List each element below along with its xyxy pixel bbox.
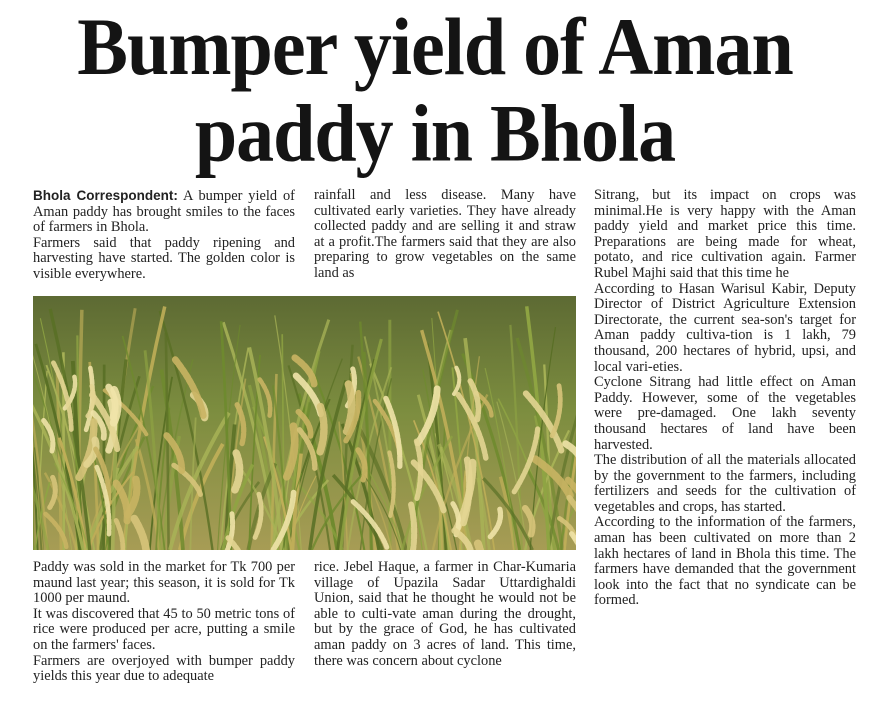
- paragraph: According to Hasan Warisul Kabir, Deputy Director of District Agriculture Extension Directorate, the current sea-son's target for Aman paddy cultiva-tion is 1 lakh, 79 thousand, 200 hectares of hybrid, upsi, and local vari-eties.: [594, 280, 856, 375]
- paragraph: Farmers are overjoyed with bumper paddy yields this year due to adequate: [33, 652, 295, 685]
- paragraph: The distribution of all the materials allocated by the government to the farmers, including fertilizers and seeds for the cultivation of vegetables and crops, has started.: [594, 452, 856, 515]
- paragraph: [33, 188, 295, 236]
- paragraph: It was discovered that 45 to 50 metric tons of rice were produced per acre, putting a smile on the farmers' faces.: [33, 605, 295, 653]
- paddy-field-image: [33, 296, 576, 550]
- paragraph: rainfall and less disease. Many have cultivated early varieties. They have already collected paddy and are selling it and straw at a profit.The farmers said that they are also preparing to grow vegetables on the same land as: [314, 187, 576, 281]
- column-2-top: [314, 188, 576, 282]
- byline: Bhola Correspondent:: [33, 188, 178, 203]
- paragraph-text: A bumper yield of Aman paddy has brought smiles to the faces of farmers in Bhola.: [33, 188, 295, 236]
- paddy-field-photo: [33, 296, 576, 550]
- paragraph: rice. Jebel Haque, a farmer in Char-Kumaria village of Upazila Sadar Uttardighaldi Union, said that he thought he would not be able to culti-vate aman during the drought, but by the grace of God, he has cultivated aman paddy on 3 acres of land. This time, there was concern about cyclone: [314, 559, 576, 669]
- headline-line-2: paddy in Bhola: [194, 88, 676, 179]
- column-1-bottom: [33, 560, 295, 685]
- paragraph: Sitrang, but its impact on crops was minimal.He is very happy with the Aman paddy yield and market price this time. Preparations are being made for wheat, potato, and rice cultivation again. Farmer Rubel Majhi said that this time he: [594, 187, 856, 281]
- column-2-bottom: [314, 560, 576, 669]
- paragraph: Paddy was sold in the market for Tk 700 per maund last year; this season, it is sold for Tk 1000 per maund.: [33, 559, 295, 607]
- headline: [0, 1, 870, 179]
- paragraph: Farmers said that paddy ripening and harvesting have started. The golden color is visible everywhere.: [33, 234, 295, 282]
- column-3: [594, 188, 856, 609]
- column-1-top: [33, 188, 295, 283]
- headline-line-1: Bumper yield of Aman: [77, 1, 793, 93]
- paragraph: Cyclone Sitrang had little effect on Aman Paddy. However, some of the vegetables were pre-damaged. One lakh seventy thousand hectares of land have been harvested.: [594, 374, 856, 453]
- paragraph: According to the information of the farmers, aman has been cultivated on more than 2 lakh hectares of land in Bhola this time. The farmers have demanded that the government look into the fact that no syndicate can be formed.: [594, 514, 856, 609]
